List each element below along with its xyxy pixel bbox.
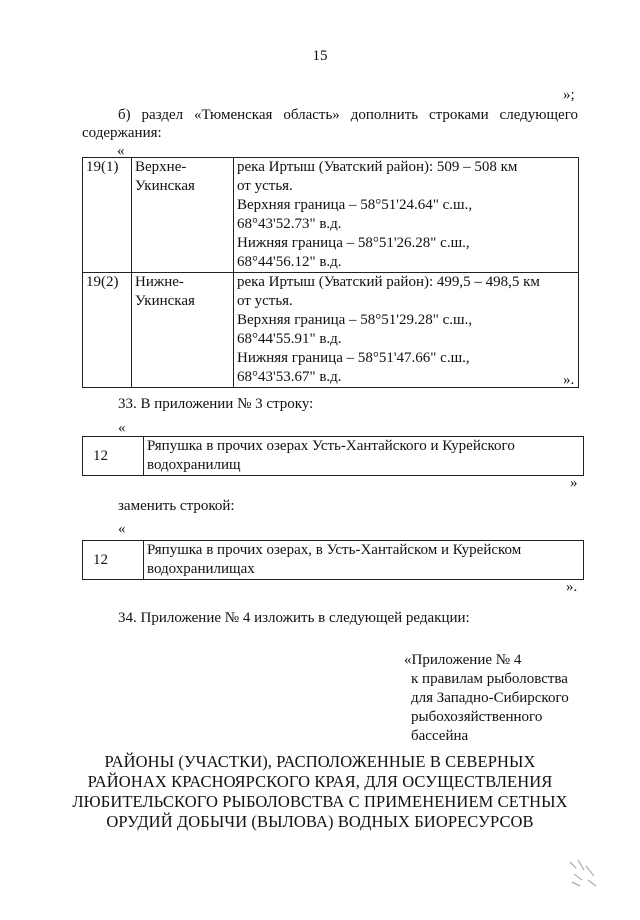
old-row-table	[82, 436, 584, 476]
annex-header	[404, 651, 569, 746]
row-num: 19(1)	[83, 158, 132, 273]
heading-line: ОРУДИЙ ДОБЫЧИ (ВЫЛОВА) ВОДНЫХ БИОРЕСУРСОВ	[106, 812, 534, 831]
open-quote-b: «	[117, 143, 125, 159]
old-close-quote: »	[570, 475, 578, 491]
item33-text: 33. В приложении № 3 строку:	[118, 396, 314, 412]
heading-line: ЛЮБИТЕЛЬСКОГО РЫБОЛОВСТВА С ПРИМЕНЕНИЕМ СЕТНЫХ	[72, 792, 568, 811]
row-desc: река Иртыш (Уватский район): 499,5 – 498,5 км от устья. Верхняя граница – 58°51'29.28" с.ш., 68°44'55.91" в.д. Нижняя граница – 58°51'47.66" с.ш., 68°43'53.67" в.д.	[234, 273, 579, 388]
open-quote-new: «	[118, 521, 126, 537]
annex-line: рыбохозяйственного	[411, 709, 543, 725]
section-b-line1: б) раздел «Тюменская область» дополнить строками следующего	[118, 107, 578, 123]
close-quote-b: ».	[563, 372, 575, 388]
annex-line: к правилам рыболовства	[411, 671, 568, 687]
row-num: 19(2)	[83, 273, 132, 388]
new-close-quote: ».	[566, 579, 578, 595]
heading-line: РАЙОНЫ (УЧАСТКИ), РАСПОЛОЖЕННЫЕ В СЕВЕРНЫХ	[104, 752, 536, 771]
new-row-table	[82, 540, 584, 580]
row-num: 12	[83, 437, 144, 476]
table-row	[83, 437, 584, 476]
row-num: 12	[83, 541, 144, 580]
document-heading	[60, 752, 580, 832]
row-desc: Ряпушка в прочих озерах Усть-Хантайского и Курейского водохранилищ	[144, 437, 584, 476]
open-quote-33: «	[118, 420, 126, 436]
row-desc: река Иртыш (Уватский район): 509 – 508 км от устья. Верхняя граница – 58°51'24.64" с.ш., 68°43'52.73" в.д. Нижняя граница – 58°51'26.28" с.ш., 68°44'56.12" в.д.	[234, 158, 579, 273]
table-row	[83, 541, 584, 580]
row-name: Нижне- Укинская	[132, 273, 234, 388]
row-desc: Ряпушка в прочих озерах, в Усть-Хантайском и Курейском водохранилищах	[144, 541, 584, 580]
replace-text: заменить строкой:	[118, 498, 235, 514]
annex-line: для Западно-Сибирского	[411, 690, 569, 706]
page-number: 15	[312, 48, 328, 64]
annex-line: бассейна	[411, 728, 469, 744]
section-b-line2: содержания:	[82, 125, 162, 141]
table-row	[83, 273, 579, 388]
closing-quote-top: »;	[563, 87, 575, 103]
rivers-table	[82, 157, 579, 388]
item34-text: 34. Приложение № 4 изложить в следующей редакции:	[118, 610, 470, 626]
annex-line: «Приложение № 4	[404, 652, 522, 668]
heading-line: РАЙОНАХ КРАСНОЯРСКОГО КРАЯ, ДЛЯ ОСУЩЕСТВЛЕНИЯ	[87, 772, 553, 791]
stamp-mark-icon	[566, 856, 600, 890]
table-row	[83, 158, 579, 273]
row-name: Верхне- Укинская	[132, 158, 234, 273]
